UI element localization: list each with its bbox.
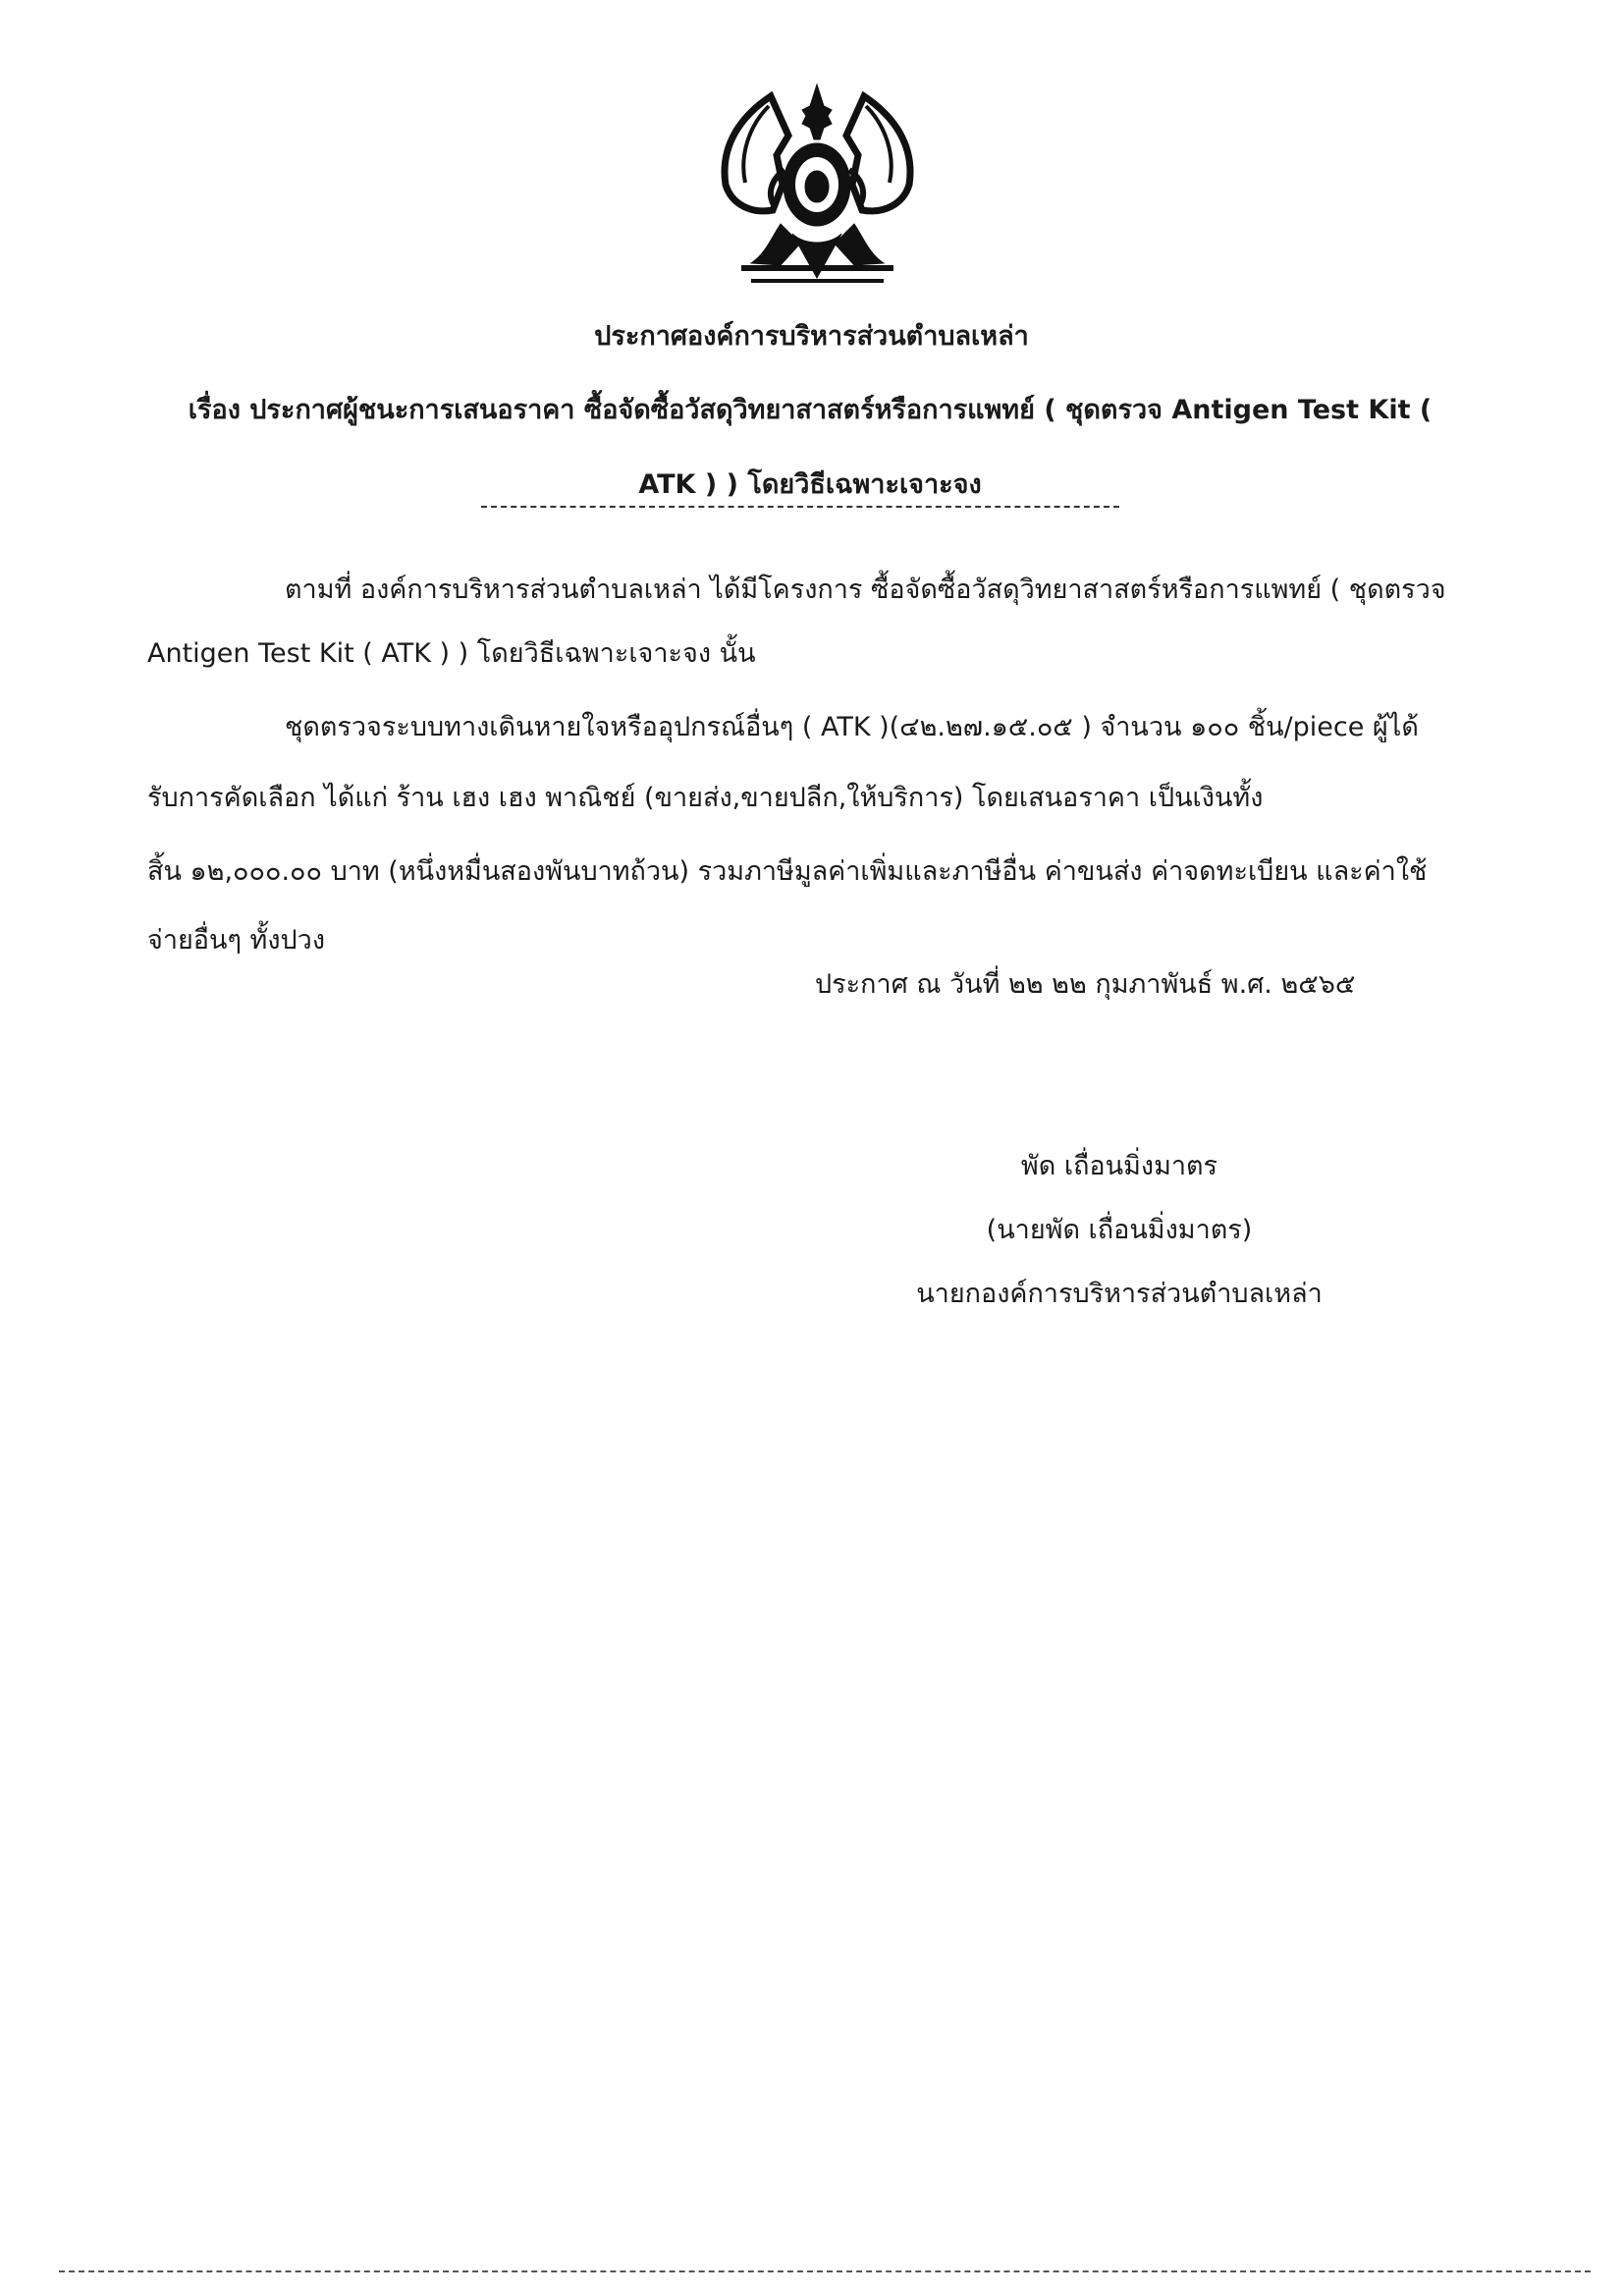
body-line: รับการคัดเลือก ได้แก่ ร้าน เฮง เฮง พาณิชย์ (ขายส่ง,ขายปลีก,ให้บริการ) โดยเสนอราคา เป็นเงินทั้ง xyxy=(147,783,1264,813)
footer-divider xyxy=(59,2270,1591,2272)
body-line: สิ้น ๑๒,๐๐๐.๐๐ บาท (หนึ่งหมื่นสองพันบาทถ้วน) รวมภาษีมูลค่าเพิ่มและภาษีอื่น ค่าขนส่ง ค่าจดทะเบียน และค่าใช้ xyxy=(147,856,1428,887)
signer-signature: พัด เถื่อนมิ่งมาตร xyxy=(1020,1151,1218,1181)
garuda-emblem-icon xyxy=(712,77,923,298)
subject-line-2: ATK ) ) โดยวิธีเฉพาะเจาะจง xyxy=(638,469,982,500)
body-line: จ่ายอื่นๆ ทั้งปวง xyxy=(147,925,326,956)
body-line: Antigen Test Kit ( ATK ) ) โดยวิธีเฉพาะเจาะจง นั้น xyxy=(147,638,756,669)
body-line: ชุดตรวจระบบทางเดินหายใจหรืออุปกรณ์อื่นๆ ( ATK )(๔๒.๒๗.๑๕.๐๕ ) จำนวน ๑๐๐ ชิ้น/piece ผู้ได้ xyxy=(285,712,1419,742)
title-divider xyxy=(481,506,1119,508)
announcement-subject xyxy=(167,373,1453,522)
announcement-title: ประกาศองค์การบริหารส่วนตำบลเหล่า xyxy=(594,321,1029,352)
subject-line-1: เรื่อง ประกาศผู้ชนะการเสนอราคา ซื้อจัดซื้อวัสดุวิทยาสาสตร์หรือการแพทย์ ( ชุดตรวจ Antigen Test Kit ( xyxy=(188,395,1433,425)
announcement-date: ประกาศ ณ วันที่ ๒๒ ๒๒ กุมภาพันธ์ พ.ศ. ๒๕๖๕ xyxy=(815,969,1356,1000)
signer-name: (นายพัด เถื่อนมิ่งมาตร) xyxy=(986,1215,1253,1245)
body-line: ตามที่ องค์การบริหารส่วนตำบลเหล่า ได้มีโครงการ ซื้อจัดซื้อวัสดุวิทยาสาสตร์หรือการแพทย์ ( ชุดตรวจ xyxy=(285,574,1446,605)
signer-position: นายกองค์การบริหารส่วนตำบลเหล่า xyxy=(916,1279,1323,1309)
